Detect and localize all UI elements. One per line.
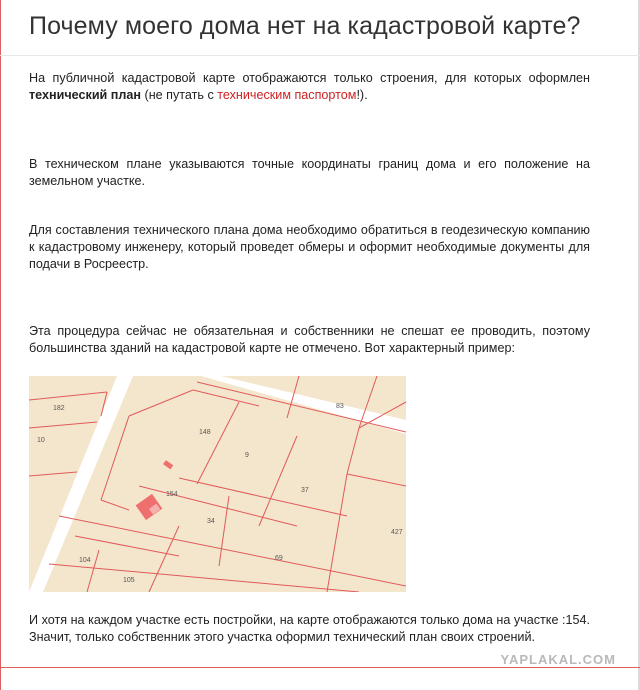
plot-label-154: 154 [166,491,178,498]
paragraph-engineer: Для составления технического плана дома необходимо обратиться в геодезическую компанию к кадастровому инженеру, который проведет обмеры и оформит необходимые документы для подачи в Росреестр. [29,223,590,271]
plot-label-105: 105 [123,577,135,584]
technical-passport-link[interactable]: техническим паспортом [217,88,357,102]
site-watermark: YAPLAKAL.COM [500,652,616,667]
intro-bold-term: технический план [29,88,142,102]
bottom-frame-line [0,667,640,668]
plot-label-9: 9 [245,452,249,459]
plot-label-69: 69 [275,555,283,562]
plot-label-148: 148 [199,429,211,436]
page-title: Почему моего дома нет на кадастровой карте? [29,12,581,40]
intro-end-text: !). [356,88,368,102]
intro-mid-text: (не путать с [141,88,218,102]
intro-text: На публичной кадастровой карте отображаются только строения, для которых оформлен [29,71,590,85]
plot-label-83: 83 [336,403,344,410]
title-divider [0,55,640,56]
plot-label-104: 104 [79,557,91,564]
cadastral-map-drawing [29,376,406,592]
paragraph-intro [29,70,590,104]
building-small [163,460,173,469]
road-horizontal [201,376,406,434]
plot-label-427: 427 [391,529,403,536]
paragraph-conclusion: И хотя на каждом участке есть постройки, на карте отображаются только дома на участке :154. Значит, только собственник этого участка оформил технический план своих строений. [29,613,590,644]
plot-label-182: 182 [53,405,65,412]
plot-label-10: 10 [37,437,45,444]
left-frame-line [0,0,1,690]
plot-label-37: 37 [301,487,309,494]
paragraph-coordinates: В техническом плане указываются точные координаты границ дома и его положение на земельном участке. [29,157,590,188]
cadastral-map-image [29,376,406,592]
plot-label-34: 34 [207,518,215,525]
paragraph-procedure: Эта процедура сейчас не обязательная и собственники не спешат ее проводить, поэтому большинства зданий на кадастровой карте не отмечено. Вот характерный пример: [29,324,590,355]
